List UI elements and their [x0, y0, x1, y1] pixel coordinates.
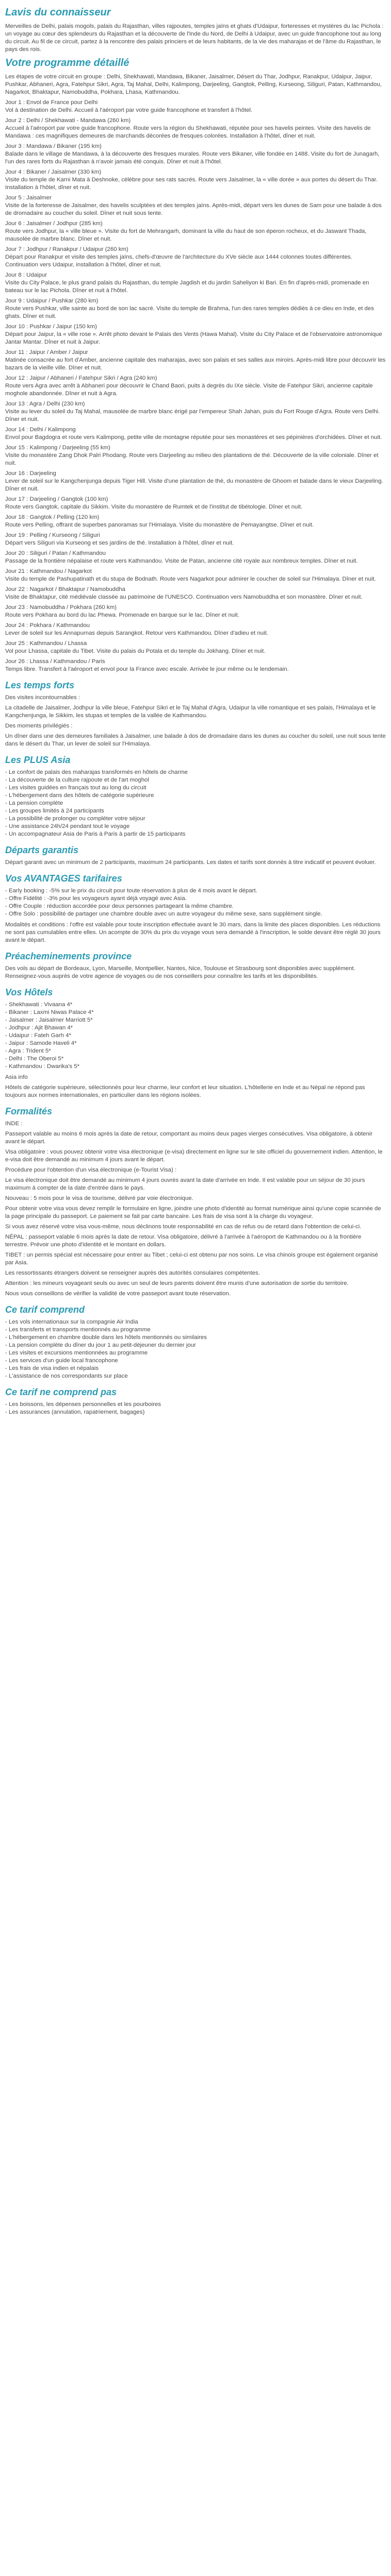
formalites-paragraph: Les ressortissants étrangers doivent se renseigner auprès des autorités consulaires compétentes. [5, 1270, 260, 1276]
day-4 [5, 168, 386, 192]
day-17 [5, 496, 386, 511]
day-title: Jour 21 : Kathmandou / Nagarkot [5, 568, 92, 574]
day-body: Vol à destination de Delhi. Accueil à l'aéroport par votre guide francophone et transfert à l'hôtel. [5, 107, 253, 113]
temps-forts-text-2: Un dîner dans une des demeures familiales à Jaisalmer, une balade à dos de dromadaire dans les dunes au coucher du soleil, une nuit sous tente dans le désert du Thar, un lever de soleil sur l'Himalaya. [5, 733, 386, 747]
pre-title: Préacheminements province [5, 951, 132, 961]
day-body: Visite au lever du soleil du Taj Mahal, mausolée de marbre blanc érigé par l'empereur Shah Jahan, puis du Fort Rouge d'Agra. Route vers Delhi. Dîner et nuit. [5, 409, 380, 422]
day-title: Jour 12 : Jaipur / Abhaneri / Fatehpur Sikri / Agra (240 km) [5, 375, 157, 381]
day-11 [5, 349, 386, 372]
plus-item: - Les groupes limités à 24 participants [5, 807, 386, 815]
comprend-item: - L'assistance de nos correspondants sur place [5, 1372, 386, 1380]
comprend-item: - Les vols internationaux sur la compagnie Air India [5, 1318, 386, 1326]
day-body: Envol pour Bagdogra et route vers Kalimpong, petite ville de montagne réputée pour ses monastères et ses pépinières d'orchidées. Dîner et nuit. [5, 434, 382, 440]
day-body: Visite du City Palace, le plus grand palais du Rajasthan, du temple Jagdish et du jardin Saheliyon ki Bari. En fin d'après-midi, promenade en bateau sur le lac Pichola. Dîner et nuit à l'hôtel. [5, 280, 369, 294]
plus-item: - Le confort de palais des maharajas transformés en hôtels de charme [5, 769, 386, 776]
day-title: Jour 22 : Nagarkot / Bhaktapur / Namobuddha [5, 586, 126, 592]
comprend-item: - L'hébergement en chambre double dans les hôtels mentionnés ou similaires [5, 1334, 386, 1342]
temps-forts-text: La citadelle de Jaisalmer, Jodhpur la ville bleue, Fatehpur Sikri et le Taj Mahal d'Agra, Udaipur la ville romantique et ses palais, l'Himalaya et le Kangchenjunga, le Sikkim, les stupas et temples de la vallée de Kathmandou. [5, 705, 376, 719]
program-title: Votre programme détaillé [5, 57, 129, 69]
comprend-list [5, 1318, 386, 1380]
comprend-pas-item: - Les assurances (annulation, rapatriement, bagages) [5, 1409, 386, 1416]
plus-item: - Un accompagnateur Asia de Paris à Paris à partir de 15 participants [5, 831, 386, 838]
temps-forts-subtitle-2: Des moments privilégiés : [5, 723, 73, 729]
day-body: Passage de la frontière népalaise et route vers Kathmandou. Visite de Patan, ancienne cité royale aux nombreux temples. Dîner et nuit. [5, 558, 358, 564]
day-body: Route vers Agra avec arrêt à Abhaneri pour découvrir le Chand Baori, puits à degrés du IXe siècle. Visite de Fatehpur Sikri, ancienne capitale moghole abandonnée. Dîner et nuit à Agra. [5, 383, 373, 397]
day-10 [5, 323, 386, 346]
day-body: Lever de soleil sur les Annapurnas depuis Sarangkot. Retour vers Kathmandou. Dîner d'adieu et nuit. [5, 630, 268, 636]
departs-text: Départ garanti avec un minimum de 2 participants, maximum 24 participants. Les dates et tarifs sont donnés à titre indicatif et peuvent évoluer. [5, 859, 376, 866]
day-body: Matinée consacrée au fort d'Amber, ancienne capitale des maharajas, avec son palais et ses salles aux miroirs. Après-midi libre pour découvrir les bazars de la vieille ville. Dîner et nuit. [5, 357, 386, 371]
modalites-text: Modalités et conditions : l'offre est valable pour toute inscription effectuée avant le 30 mars, dans la limite des places disponibles. Les réductions ne sont pas cumulables entre elles. Un acompte de 30% du prix du voyage vous sera demandé à l'inscription, le solde devant être réglé 30 jours avant le départ. [5, 922, 381, 943]
day-body: Temps libre. Transfert à l'aéroport et envol pour la France avec escale. Arrivée le jour même ou le lendemain. [5, 666, 289, 672]
formalites-paragraph: Le visa électronique doit être demandé au minimum 4 jours ouvrés avant la date d'arrivée en Inde. Il est valable pour un séjour de 30 jours maximum à compter de la date d'entrée dans le pays. [5, 1177, 365, 1191]
day-title: Jour 15 : Kalimpong / Darjeeling (55 km) [5, 445, 110, 451]
day-body: Route vers Pelling, offrant de superbes panoramas sur l'Himalaya. Visite du monastère de Pemayangtse. Dîner et nuit. [5, 522, 314, 528]
comprend-pas-list [5, 1401, 386, 1416]
day-title: Jour 11 : Jaipur / Amber / Jaipur [5, 349, 88, 355]
plus-title: Les PLUS Asia [5, 755, 71, 765]
day-7 [5, 246, 386, 269]
hotel-item: - Udaipur : Fateh Garh 4* [5, 1032, 386, 1040]
comprend-item: - Les frais de visa indien et népalais [5, 1365, 386, 1372]
plus-item: - Une assistance 24h/24 pendant tout le voyage [5, 823, 386, 831]
day-25 [5, 640, 386, 655]
day-title: Jour 23 : Namobuddha / Pokhara (260 km) [5, 604, 117, 611]
hotel-item: - Jodhpur : Ajit Bhawan 4* [5, 1024, 386, 1032]
formalites-subtitle: INDE : [5, 1121, 23, 1127]
departs-title: Départs garantis [5, 845, 79, 855]
pre-text: Des vols au départ de Bordeaux, Lyon, Marseille, Montpellier, Nantes, Nice, Toulouse et Strasbourg sont disponibles avec supplément. Renseignez-vous auprès de votre agence de voyages ou de nos conseillers pour connaître les tarifs et les disponibilités. [5, 965, 355, 979]
day-body: Route vers Gangtok, capitale du Sikkim. Visite du monastère de Rumtek et de l'institut de tibétologie. Dîner et nuit. [5, 504, 303, 510]
day-18 [5, 514, 386, 529]
day-title: Jour 17 : Darjeeling / Gangtok (100 km) [5, 496, 108, 502]
comprend-item: - Les transferts et transports mentionnés au programme [5, 1326, 386, 1334]
hotel-item: - Shekhawati : Vivaana 4* [5, 1001, 386, 1009]
day-title: Jour 26 : Lhassa / Kathmandou / Paris [5, 658, 105, 665]
day-24 [5, 622, 386, 637]
avantages-list [5, 887, 386, 918]
day-13 [5, 400, 386, 423]
plus-item: - Les visites guidées en français tout au long du circuit [5, 784, 386, 792]
day-2 [5, 117, 386, 140]
day-14 [5, 426, 386, 442]
days-list [5, 99, 386, 673]
day-body: Visite du temple de Pashupatinath et du stupa de Bodnath. Route vers Nagarkot pour admirer le coucher de soleil sur l'Himalaya. Dîner et nuit. [5, 576, 376, 582]
day-26 [5, 658, 386, 673]
day-6 [5, 220, 386, 243]
day-title: Jour 20 : Siliguri / Patan / Kathmandou [5, 550, 106, 556]
day-body: Route vers Jodhpur, la « ville bleue ». Visite du fort de Mehrangarh, dominant la ville du haut de son éperon rocheux, et du Jaswant Thada, mausolée de marbre blanc. Dîner et nuit. [5, 228, 367, 242]
comprend-item: - La pension complète du dîner du jour 1 au petit-déjeuner du dernier jour [5, 1342, 386, 1349]
hotel-item: - Kathmandou : Dwarika's 5* [5, 1063, 386, 1071]
hotel-item: - Jaipur : Samode Haveli 4* [5, 1040, 386, 1047]
day-title: Jour 3 : Mandawa / Bikaner (195 km) [5, 143, 102, 149]
intro-title: Lavis du connaisseur [5, 7, 111, 18]
day-title: Jour 24 : Pokhara / Kathmandou [5, 622, 90, 629]
day-body: Départ pour Jaipur, la « ville rose ». Arrêt photo devant le Palais des Vents (Hawa Mahal). Visite du City Palace et de l'observatoire astronomique Jantar Mantar. Dîner et nuit à Jaipur. [5, 331, 382, 345]
program-intro: Les étapes de votre circuit en groupe : Delhi, Shekhawati, Mandawa, Bikaner, Jaisalmer, Désert du Thar, Jodhpur, Ranakpur, Udaipur, Jaipur, Pushkar, Abhaneri, Agra, Fatehpur Sikri, Agra, Taj Mahal, Delhi, Kalimpong, Darjeeling, Gangtok, Pelling, Kurseong, Siliguri, Patan, Kathmandou, Nagarkot, Bhaktapur, Namobuddha, Pokhara, Lhasa, Kathmandou. [5, 74, 382, 95]
day-body: Accueil à l'aéroport par votre guide francophone. Route vers la région du Shekhawati, réputée pour ses havelis peintes. Visite des havelis de Mandawa : ces magnifiques demeures de marchands décorées de fresques colorées. Installation à l'hôtel, dîner et nuit. [5, 125, 371, 139]
temps-forts-subtitle: Des visites incontournables : [5, 694, 80, 701]
avantage-item: - Offre Fidélité : -3% pour les voyageurs ayant déjà voyagé avec Asia. [5, 895, 386, 903]
day-title: Jour 7 : Jodhpur / Ranakpur / Udaipur (260 km) [5, 246, 128, 252]
day-title: Jour 6 : Jaisalmer / Jodhpur (285 km) [5, 221, 103, 227]
hotel-item: - Agra : Trident 5* [5, 1047, 386, 1055]
formalites-title: Formalités [5, 1106, 53, 1116]
note-text: Hôtels de catégorie supérieure, sélectionnés pour leur charme, leur confort et leur situation. L'hôtellerie en Inde et au Népal ne répond pas toujours aux normes internationales, en particulier dans les régions isolées. [5, 1084, 365, 1098]
formalites-paragraph: Procédure pour l'obtention d'un visa électronique (e-Tourist Visa) : [5, 1167, 177, 1173]
day-12 [5, 375, 386, 398]
formalites-paragraph: TIBET : un permis spécial est nécessaire pour entrer au Tibet ; celui-ci est obtenu par nos soins. Le visa chinois groupe est également organisé par Asia. [5, 1252, 378, 1266]
formalites-paragraph: Si vous avez réservé votre visa vous-même, nous déclinons toute responsabilité en cas de refus ou de retard dans l'obtention de celui-ci. [5, 1224, 362, 1230]
day-9 [5, 297, 386, 320]
day-title: Jour 19 : Pelling / Kurseong / Siliguri [5, 532, 100, 538]
hotel-item: - Bikaner : Laxmi Niwas Palace 4* [5, 1009, 386, 1016]
comprend-pas-item: - Les boissons, les dépenses personnelles et les pourboires [5, 1401, 386, 1409]
day-title: Jour 5 : Jaisalmer [5, 195, 52, 201]
day-title: Jour 16 : Darjeeling [5, 470, 56, 477]
plus-item: - L'hébergement dans des hôtels de catégorie supérieure [5, 792, 386, 800]
hotel-item: - Jaisalmer : Jaisalmer Marriott 5* [5, 1016, 386, 1024]
day-22 [5, 586, 386, 601]
plus-item: - La possibilité de prolonger ou compléter votre séjour [5, 815, 386, 823]
day-title: Jour 10 : Pushkar / Jaipur (150 km) [5, 324, 97, 330]
formalites-paragraph: Nous vous conseillons de vérifier la validité de votre passeport avant toute réservation. [5, 1291, 231, 1297]
formalites-paragraph: NÉPAL : passeport valable 6 mois après la date de retour. Visa obligatoire, délivré à l'arrivée à l'aéroport de Kathmandou ou à la frontière terrestre. Prévoir une photo d'identité et le montant en dollars. [5, 1234, 362, 1248]
day-3 [5, 143, 386, 166]
temps-forts-title: Les temps forts [5, 680, 75, 690]
hotels-list [5, 1001, 386, 1071]
avantages-title: Vos AVANTAGES tarifaires [5, 873, 122, 884]
day-19 [5, 532, 386, 547]
day-body: Départ vers Siliguri via Kurseong et ses jardins de thé. Installation à l'hôtel, dîner et nuit. [5, 540, 234, 546]
day-title: Jour 2 : Delhi / Shekhawati - Mandawa (260 km) [5, 117, 131, 124]
day-title: Jour 1 : Envol de France pour Delhi [5, 99, 98, 106]
day-8 [5, 272, 386, 295]
day-title: Jour 4 : Bikaner / Jaisalmer (330 km) [5, 169, 102, 175]
day-body: Route vers Pokhara au bord du lac Phewa. Promenade en barque sur le lac. Dîner et nuit. [5, 612, 239, 618]
day-title: Jour 13 : Agra / Delhi (230 km) [5, 401, 85, 407]
day-23 [5, 604, 386, 619]
day-body: Départ pour Ranakpur et visite des temples jaïns, chefs-d'œuvre de l'architecture du XVe siècle aux 1444 colonnes toutes différentes. Continuation vers Udaipur, installation à l'hôtel, dîner et nuit. [5, 254, 352, 268]
comprend-item: - Les services d'un guide local francophone [5, 1357, 386, 1365]
day-body: Route vers Pushkar, ville sainte au bord de son lac sacré. Visite du temple de Brahma, l'un des rares temples dédiés à ce dieu en Inde, et des ghats. Dîner et nuit. [5, 306, 374, 319]
avantage-item: - Offre Solo : possibilité de partager une chambre double avec un autre voyageur du même sexe, sans supplément single. [5, 910, 386, 918]
formalites-paragraph: Visa obligatoire : vous pouvez obtenir votre visa électronique (e-visa) directement en ligne sur le site officiel du gouvernement indien. Attention, le e-visa doit être demandé au minimum 4 jours avant le départ. [5, 1149, 383, 1163]
day-body: Visite du temple de Karni Mata à Deshnoke, célèbre pour ses rats sacrés. Route vers Jaisalmer, la « ville dorée » aux portes du désert du Thar. Installation à l'hôtel, dîner et nuit. [5, 177, 378, 191]
day-15 [5, 444, 386, 467]
day-body: Vol pour Lhassa, capitale du Tibet. Visite du palais du Potala et du temple du Jokhang. Dîner et nuit. [5, 648, 266, 654]
day-body: Lever de soleil sur le Kangchenjunga depuis Tiger Hill. Visite d'une plantation de thé, du monastère de Ghoom et balade dans le vieux Darjeeling. Dîner et nuit. [5, 478, 383, 492]
plus-list [5, 769, 386, 838]
hotels-title: Vos Hôtels [5, 987, 53, 997]
day-title: Jour 9 : Udaipur / Pushkar (280 km) [5, 298, 99, 304]
day-title: Jour 25 : Kathmandou / Lhassa [5, 640, 87, 647]
day-1 [5, 99, 386, 114]
day-body: Visite du monastère Zang Dhok Palri Phodang. Route vers Darjeeling au milieu des plantations de thé. Découverte de la ville coloniale. Dîner et nuit. [5, 452, 379, 466]
avantage-item: - Offre Couple : réduction accordée pour deux personnes partageant la même chambre. [5, 903, 386, 910]
comprend-pas-title: Ce tarif ne comprend pas [5, 1387, 117, 1397]
day-20 [5, 550, 386, 565]
day-16 [5, 470, 386, 493]
day-body: Balade dans le village de Mandawa, à la découverte des fresques murales. Route vers Bikaner, ville fondée en 1488. Visite du fort de Junagarh, l'un des rares forts du Rajasthan à n'avoir jamais été conquis. Dîner et nuit à l'hôtel. [5, 151, 380, 165]
comprend-item: - Les visites et excursions mentionnées au programme [5, 1349, 386, 1357]
day-title: Jour 18 : Gangtok / Pelling (120 km) [5, 514, 100, 520]
note-title: Asia info [5, 1074, 28, 1080]
formalites-paragraph: Nouveau : 5 mois pour le visa de tourisme, délivré par voie électronique. [5, 1195, 193, 1201]
day-body: Visite de Bhaktapur, cité médiévale classée au patrimoine de l'UNESCO. Continuation vers Namobuddha et son monastère. Dîner et nuit. [5, 594, 363, 600]
day-title: Jour 14 : Delhi / Kalimpong [5, 427, 76, 433]
day-21 [5, 568, 386, 583]
plus-item: - La découverte de la culture rajpoute et de l'art moghol [5, 776, 386, 784]
day-5 [5, 194, 386, 217]
hotel-item: - Delhi : The Oberoi 5* [5, 1055, 386, 1063]
day-body: Visite de la forteresse de Jaisalmer, des havelis sculptées et des temples jaïns. Après-midi, départ vers les dunes de Sam pour une balade à dos de dromadaire au coucher du soleil. Dîner et nuit sous tente. [5, 202, 382, 216]
intro-text: Merveilles de Delhi, palais mogols, palais du Rajasthan, villes rajpoutes, temples jaïns et ghats d'Udaipur, forteresses et mystères du lac Pichola : un voyage au cœur des splendeurs du Rajasthan et la découverte de l'Inde du Nord, de Delhi à Udaipur, avec un guide francophone tout au long du circuit. Au fil de ce circuit, partez à la rencontre des palais princiers et de leurs habitants, de la vie des maharajas et de l'âme du Rajasthan, le pays des rois. [5, 23, 384, 53]
formalites-paragraph: Attention : les mineurs voyageant seuls ou avec un seul de leurs parents doivent être munis d'une autorisation de sortie du territoire. [5, 1280, 349, 1286]
plus-item: - La pension complète [5, 800, 386, 807]
formalites-paragraph: Passeport valable au moins 6 mois après la date de retour, comportant au moins deux pages vierges consécutives. Visa obligatoire, à obtenir avant le départ. [5, 1131, 373, 1145]
day-title: Jour 8 : Udaipur [5, 272, 47, 278]
comprend-title: Ce tarif comprend [5, 1304, 85, 1315]
formalites-paragraph: Pour obtenir votre visa vous devez remplir le formulaire en ligne, joindre une photo d'identité au format numérique ainsi qu'une copie scannée de la page principale du passeport. Le paiement se fait par carte bancaire. Les frais de visa sont à la charge du voyageur. [5, 1206, 381, 1219]
avantage-item: - Early booking : -5% sur le prix du circuit pour toute réservation à plus de 4 mois avant le départ. [5, 887, 386, 895]
